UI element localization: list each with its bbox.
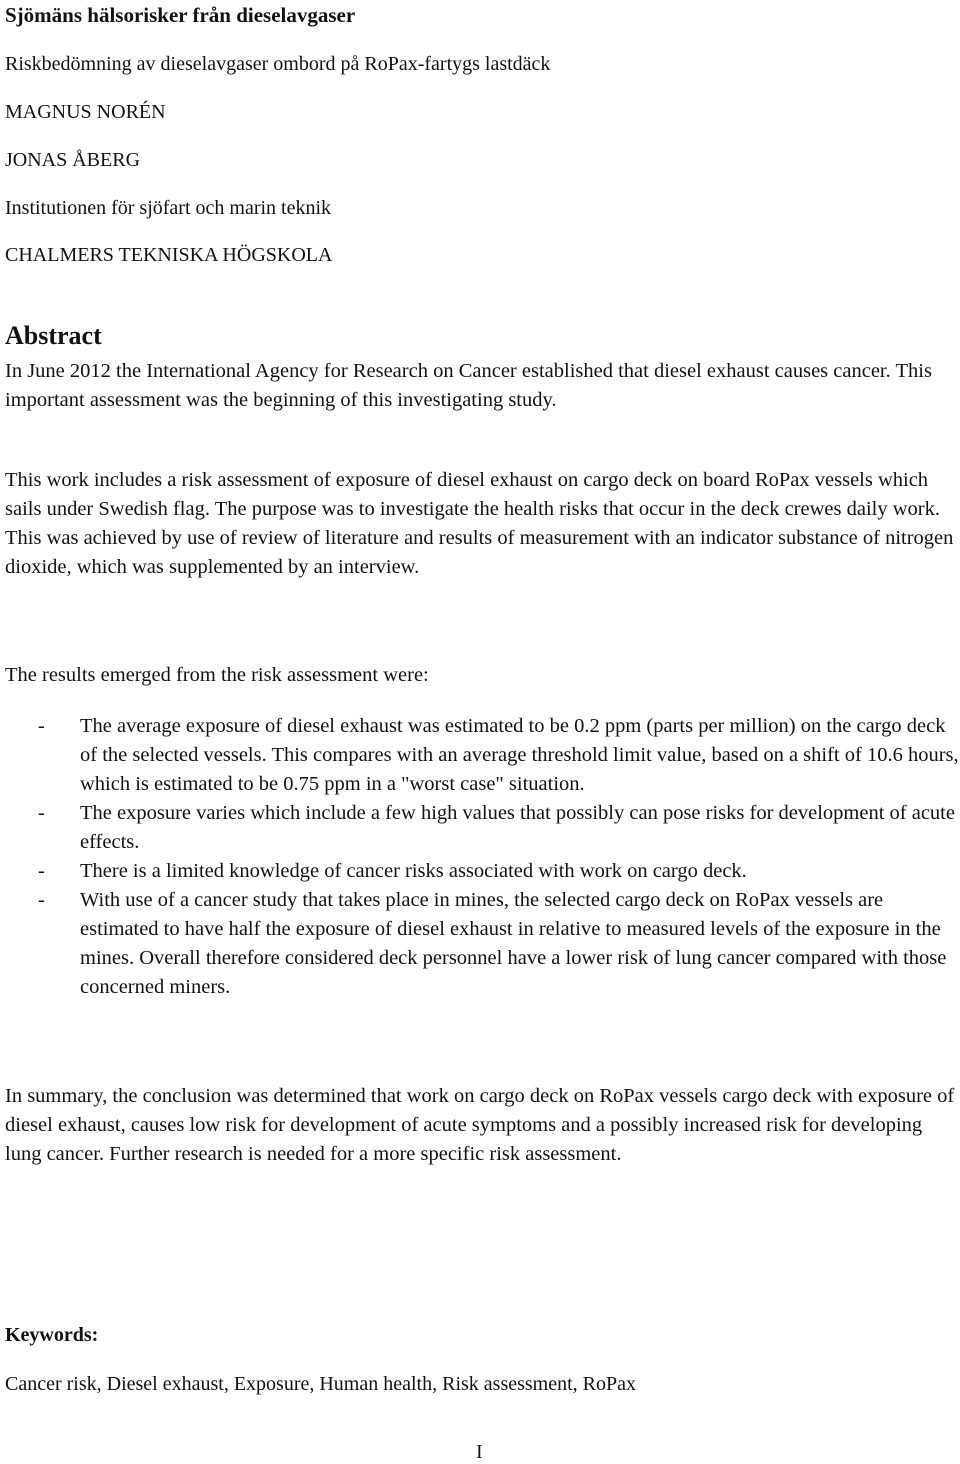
summary-paragraph: In summary, the conclusion was determined that work on cargo deck on RoPax vessels cargo deck with exposure of diesel exhaust, causes low risk for development of acute symptoms and a possibly increased risk for developing lung cancer. Further research is needed for a more specific risk assessment.	[5, 1085, 955, 1165]
list-item	[5, 886, 960, 1002]
bullet-dash: -	[38, 715, 45, 737]
keywords-heading: Keywords:	[5, 1324, 99, 1346]
abstract-paragraph-2: This work includes a risk assessment of exposure of diesel exhaust on cargo deck on board RoPax vessels which sails under Swedish flag. The purpose was to investigate the health risks that occur in the deck crewes daily work. This was achieved by use of review of literature and results of measurement with an indicator substance of nitrogen dioxide, which was supplemented by an interview.	[5, 469, 954, 578]
page-number: I	[476, 1441, 483, 1463]
bullet-dash: -	[38, 802, 45, 824]
university: CHALMERS TEKNISKA HÖGSKOLA	[5, 244, 333, 266]
list-item	[5, 712, 960, 799]
department: Institutionen för sjöfart och marin teknik	[5, 197, 332, 219]
result-text: With use of a cancer study that takes place in mines, the selected cargo deck on RoPax vessels are estimated to have half the exposure of diesel exhaust in relative to measured levels of the exposure in the mines. Overall therefore considered deck personnel have a lower risk of lung cancer compared with those concerned miners.	[80, 889, 947, 998]
author-2: JONAS ÅBERG	[5, 149, 141, 171]
results-intro: The results emerged from the risk assessment were:	[5, 664, 429, 686]
result-text: The exposure varies which include a few high values that possibly can pose risks for development of acute effects.	[80, 802, 955, 853]
bullet-dash: -	[38, 889, 45, 911]
list-item	[5, 799, 960, 857]
document-title: Sjömäns hälsorisker från dieselavgaser	[5, 3, 356, 27]
abstract-paragraph-1: In June 2012 the International Agency for Research on Cancer established that diesel exhaust causes cancer. This important assessment was the beginning of this investigating study.	[5, 360, 932, 411]
document-subtitle: Riskbedömning av dieselavgaser ombord på RoPax-fartygs lastdäck	[5, 53, 551, 75]
results-list	[5, 712, 960, 1002]
result-text: There is a limited knowledge of cancer risks associated with work on cargo deck.	[80, 860, 747, 882]
list-item	[5, 857, 960, 886]
result-text: The average exposure of diesel exhaust was estimated to be 0.2 ppm (parts per million) on the cargo deck of the selected vessels. This compares with an average threshold limit value, based on a shift of 10.6 hours, which is estimated to be 0.75 ppm in a "worst case" situation.	[80, 715, 959, 795]
abstract-heading: Abstract	[5, 321, 102, 350]
bullet-dash: -	[38, 860, 45, 882]
keywords-list: Cancer risk, Diesel exhaust, Exposure, Human health, Risk assessment, RoPax	[5, 1373, 636, 1395]
author-1: MAGNUS NORÉN	[5, 101, 166, 123]
